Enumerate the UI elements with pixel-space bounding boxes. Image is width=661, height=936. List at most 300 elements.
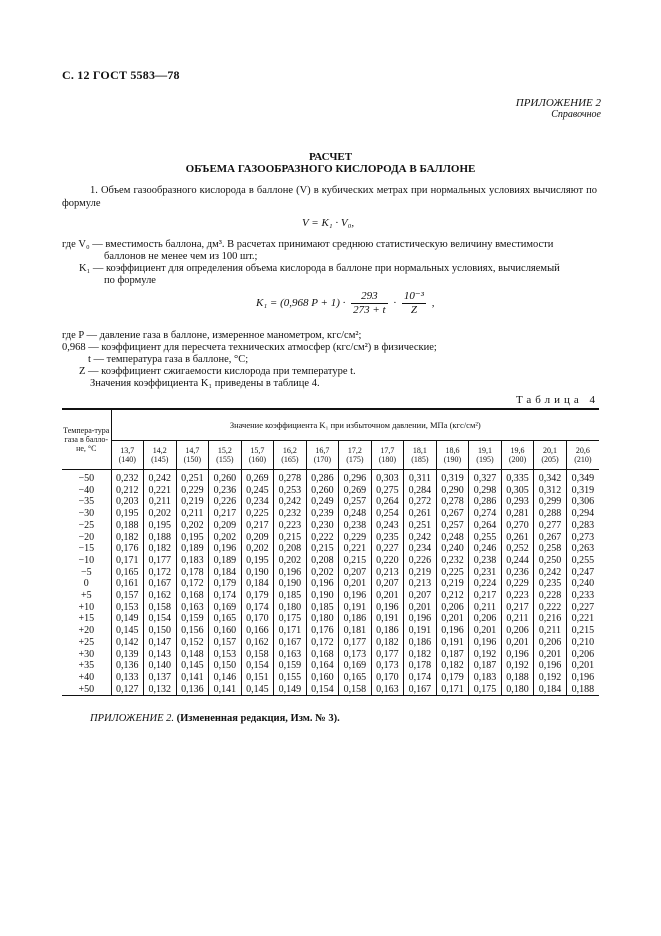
- appendix-label-block: [516, 97, 601, 121]
- coefficient-cell: 0,157: [111, 590, 144, 602]
- coefficient-cell: 0,306: [566, 496, 599, 508]
- coefficient-cell: 0,196: [339, 590, 372, 602]
- coefficient-cell: 0,211: [144, 496, 177, 508]
- coefficient-cell: 0,349: [566, 470, 599, 485]
- coefficient-cell: 0,202: [241, 543, 274, 555]
- coefficient-cell: 0,226: [404, 555, 437, 567]
- coefficient-cell: 0,238: [339, 520, 372, 532]
- coefficient-cell: 0,196: [501, 649, 534, 661]
- coefficient-cell: 0,165: [111, 567, 144, 579]
- coefficient-cell: 0,189: [209, 555, 242, 567]
- coefficient-cell: 0,217: [501, 602, 534, 614]
- coefficient-cell: 0,174: [404, 672, 437, 684]
- pressure-header-cell: [111, 441, 144, 470]
- coefficient-cell: 0,163: [176, 602, 209, 614]
- coefficient-cell: 0,229: [176, 485, 209, 497]
- coefficient-cell: 0,222: [534, 602, 567, 614]
- pressure-kgf: (210): [574, 455, 592, 464]
- appendix-label: ПРИЛОЖЕНИЕ 2: [515, 97, 601, 109]
- paragraph-1: 1. Объем газообразного кислорода в баллоне (V) в кубических метрах при нормальных условиях вычисляют по формуле: [62, 185, 597, 209]
- coefficient-cell: 0,209: [209, 520, 242, 532]
- pressure-mpa: 14,7: [185, 446, 200, 455]
- coefficient-cell: 0,232: [274, 508, 307, 520]
- coefficient-cell: 0,221: [339, 543, 372, 555]
- coefficient-cell: 0,188: [144, 532, 177, 544]
- pressure-header-cell: [501, 441, 534, 470]
- coefficient-cell: 0,208: [306, 555, 339, 567]
- coefficient-cell: 0,284: [404, 485, 437, 497]
- coefficient-cell: 0,154: [144, 613, 177, 625]
- coefficient-cell: 0,165: [339, 672, 372, 684]
- table-body: [62, 470, 599, 696]
- coefficient-cell: 0,342: [534, 470, 567, 485]
- coefficient-cell: 0,215: [306, 543, 339, 555]
- coefficient-cell: 0,224: [469, 578, 502, 590]
- coefficient-cell: 0,132: [144, 684, 177, 696]
- coefficient-cell: 0,213: [371, 567, 404, 579]
- coefficient-cell: 0,258: [534, 543, 567, 555]
- section-title: [0, 151, 661, 175]
- coefficient-cell: 0,215: [339, 555, 372, 567]
- pressure-kgf: (190): [443, 455, 462, 464]
- coefficient-cell: 0,137: [144, 672, 177, 684]
- coefficient-cell: 0,201: [534, 649, 567, 661]
- coefficient-cell: 0,133: [111, 672, 144, 684]
- coefficient-cell: 0,146: [209, 672, 242, 684]
- def-k1-line2: по формуле: [104, 275, 156, 286]
- coefficient-cell: 0,275: [371, 485, 404, 497]
- coefficient-cell: 0,236: [501, 567, 534, 579]
- pressure-header-cell: [371, 441, 404, 470]
- coefficient-cell: 0,232: [436, 555, 469, 567]
- coefficient-cell: 0,159: [274, 660, 307, 672]
- coefficient-cell: 0,209: [241, 532, 274, 544]
- coefficient-cell: 0,177: [144, 555, 177, 567]
- coefficient-cell: 0,192: [501, 660, 534, 672]
- temperature-cell: +5: [80, 590, 92, 602]
- coefficient-cell: 0,278: [274, 470, 307, 485]
- coefficient-cell: 0,243: [371, 520, 404, 532]
- coefficient-cell: 0,175: [274, 613, 307, 625]
- coefficient-cell: 0,139: [111, 649, 144, 661]
- pressure-header-cell: [404, 441, 437, 470]
- temperature-header: Темпера-тура газа в балло-не, °С: [62, 409, 111, 470]
- coefficient-cell: 0,182: [436, 660, 469, 672]
- coefficient-cell: 0,187: [469, 660, 502, 672]
- coefficient-cell: 0,167: [144, 578, 177, 590]
- coefficient-cell: 0,195: [176, 532, 209, 544]
- coefficient-cell: 0,145: [176, 660, 209, 672]
- coefficient-cell: 0,191: [404, 625, 437, 637]
- formula-k1: [256, 290, 434, 317]
- coefficient-cell: 0,160: [209, 625, 242, 637]
- coefficient-cell: 0,171: [436, 684, 469, 696]
- formula-k1-lhs: K₁ = (0,968 P + 1) ·: [256, 297, 346, 310]
- coefficient-cell: 0,188: [111, 520, 144, 532]
- table-row: [62, 602, 599, 614]
- coefficient-cell: 0,272: [404, 496, 437, 508]
- coefficient-cell: 0,201: [339, 578, 372, 590]
- coefficient-cell: 0,219: [436, 578, 469, 590]
- coefficient-cell: 0,263: [566, 543, 599, 555]
- coefficient-cell: 0,165: [209, 613, 242, 625]
- coefficient-cell: 0,186: [404, 637, 437, 649]
- coefficient-cell: 0,269: [241, 470, 274, 485]
- coefficient-cell: 0,191: [436, 637, 469, 649]
- coefficient-cell: 0,161: [111, 578, 144, 590]
- footnote-appendix: ПРИЛОЖЕНИЕ 2.: [90, 713, 174, 724]
- pressure-header-cell: [534, 441, 567, 470]
- pressure-header-cell: [566, 441, 599, 470]
- coefficient-cell: 0,246: [469, 543, 502, 555]
- coefficient-cell: 0,312: [534, 485, 567, 497]
- coefficient-cell: 0,196: [566, 672, 599, 684]
- coefficient-cell: 0,177: [339, 637, 372, 649]
- table-note: Значения коэффициента K₁ приведены в таблице 4.: [90, 378, 320, 389]
- coefficient-cell: 0,181: [339, 625, 372, 637]
- coefficient-cell: 0,190: [241, 567, 274, 579]
- coefficient-cell: 0,211: [501, 613, 534, 625]
- coefficient-cell: 0,250: [534, 555, 567, 567]
- coefficient-cell: 0,155: [274, 672, 307, 684]
- coefficient-cell: 0,201: [404, 602, 437, 614]
- coefficient-cell: 0,202: [209, 532, 242, 544]
- coefficient-cell: 0,225: [436, 567, 469, 579]
- coefficient-cell: 0,168: [176, 590, 209, 602]
- title-line-2: ОБЪЕМА ГАЗООБРАЗНОГО КИСЛОРОДА В БАЛЛОНЕ: [185, 163, 476, 175]
- coefficient-cell: 0,172: [176, 578, 209, 590]
- coefficient-cell: 0,240: [436, 543, 469, 555]
- table-row: [62, 672, 599, 684]
- coefficient-cell: 0,157: [209, 637, 242, 649]
- coefficient-cell: 0,242: [404, 532, 437, 544]
- coefficient-cell: 0,185: [274, 590, 307, 602]
- table-row: [62, 485, 599, 497]
- pressure-mpa: 19,1: [477, 446, 492, 455]
- coefficient-cell: 0,231: [469, 567, 502, 579]
- fraction-compressibility: [402, 290, 426, 317]
- coefficient-cell: 0,215: [566, 625, 599, 637]
- coefficient-cell: 0,171: [111, 555, 144, 567]
- temperature-cell: +25: [78, 636, 95, 648]
- pressure-mpa: 14,2: [152, 446, 167, 455]
- table-row: [62, 649, 599, 661]
- coefficient-cell: 0,180: [501, 684, 534, 696]
- coefficient-cell: 0,247: [566, 567, 599, 579]
- coefficient-cell: 0,201: [566, 660, 599, 672]
- coefficient-cell: 0,234: [404, 543, 437, 555]
- coefficient-cell: 0,189: [176, 543, 209, 555]
- table-caption: Таблица 4: [515, 394, 599, 406]
- coefficient-cell: 0,264: [371, 496, 404, 508]
- coefficient-cell: 0,211: [176, 508, 209, 520]
- coefficient-cell: 0,149: [274, 684, 307, 696]
- coefficient-cell: 0,170: [241, 613, 274, 625]
- coefficient-cell: 0,220: [371, 555, 404, 567]
- coefficient-cell: 0,298: [469, 485, 502, 497]
- coefficient-cell: 0,212: [436, 590, 469, 602]
- coefficient-cell: 0,249: [306, 496, 339, 508]
- pressure-header-cell: [306, 441, 339, 470]
- coefficient-cell: 0,195: [241, 555, 274, 567]
- coefficient-cell: 0,223: [501, 590, 534, 602]
- pressure-mpa: 13,7: [120, 446, 135, 455]
- coefficient-cell: 0,148: [176, 649, 209, 661]
- pressure-header-cell: [469, 441, 502, 470]
- coefficient-cell: 0,168: [306, 649, 339, 661]
- coefficient-cell: 0,227: [371, 543, 404, 555]
- coefficient-cell: 0,290: [436, 485, 469, 497]
- coefficient-cell: 0,201: [371, 590, 404, 602]
- coefficient-cell: 0,182: [404, 649, 437, 661]
- temperature-cell: +10: [78, 601, 95, 613]
- table-row: [62, 637, 599, 649]
- coefficient-cell: 0,183: [176, 555, 209, 567]
- coefficient-cell: 0,245: [241, 485, 274, 497]
- def-v0-line2: баллонов не менее чем из 100 шт.;: [104, 251, 258, 262]
- coefficient-cell: 0,143: [144, 649, 177, 661]
- coefficient-cell: 0,186: [339, 613, 372, 625]
- coefficient-cell: 0,248: [436, 532, 469, 544]
- coefficient-cell: 0,206: [501, 625, 534, 637]
- pressure-kgf: (185): [411, 455, 429, 464]
- coefficient-cell: 0,162: [241, 637, 274, 649]
- temperature-cell: +35: [78, 660, 95, 672]
- coefficient-cell: 0,225: [241, 508, 274, 520]
- coefficient-cell: 0,142: [111, 637, 144, 649]
- coefficient-cell: 0,178: [176, 567, 209, 579]
- coefficient-cell: 0,296: [339, 470, 372, 485]
- pressure-mpa: 17,2: [347, 446, 362, 455]
- coefficient-cell: 0,229: [339, 532, 372, 544]
- coefficient-cell: 0,202: [274, 555, 307, 567]
- coefficient-cell: 0,208: [274, 543, 307, 555]
- coefficient-cell: 0,229: [501, 578, 534, 590]
- coefficient-cell: 0,264: [469, 520, 502, 532]
- coefficient-cell: 0,211: [469, 602, 502, 614]
- coefficient-cell: 0,151: [241, 672, 274, 684]
- coefficient-cell: 0,283: [566, 520, 599, 532]
- def-v0-line1: где V₀ — вместимость баллона, дм³. В расчетах принимают среднюю статистическую величину вместимости: [62, 239, 554, 250]
- table-row: [62, 684, 599, 696]
- coefficient-cell: 0,154: [241, 660, 274, 672]
- coefficient-cell: 0,240: [566, 578, 599, 590]
- coefficient-cell: 0,286: [469, 496, 502, 508]
- coefficient-cell: 0,206: [534, 637, 567, 649]
- coefficient-cell: 0,255: [469, 532, 502, 544]
- pressure-kgf: (180): [378, 455, 397, 464]
- pressure-header-cell: [274, 441, 307, 470]
- coefficient-cell: 0,179: [209, 578, 242, 590]
- pressure-mpa: 16,7: [315, 446, 330, 455]
- pressure-kgf: (145): [151, 455, 169, 464]
- coefficient-cell: 0,190: [274, 578, 307, 590]
- coefficient-cell: 0,196: [371, 602, 404, 614]
- coefficient-cell: 0,145: [241, 684, 274, 696]
- coefficient-cell: 0,207: [339, 567, 372, 579]
- coefficient-cell: 0,217: [469, 590, 502, 602]
- table-row: [62, 578, 599, 590]
- coefficient-cell: 0,172: [306, 637, 339, 649]
- coefficient-cell: 0,160: [306, 672, 339, 684]
- coefficient-cell: 0,293: [501, 496, 534, 508]
- coefficient-cell: 0,230: [306, 520, 339, 532]
- coefficient-cell: 0,195: [111, 508, 144, 520]
- coefficient-cell: 0,203: [111, 496, 144, 508]
- pressure-mpa: 20,6: [575, 446, 590, 455]
- fraction-2-denominator: Z: [410, 304, 417, 316]
- coefficient-cell: 0,164: [306, 660, 339, 672]
- coefficient-cell: 0,187: [436, 649, 469, 661]
- coefficient-cell: 0,145: [111, 625, 144, 637]
- coefficient-cell: 0,167: [274, 637, 307, 649]
- coefficient-cell: 0,327: [469, 470, 502, 485]
- coefficient-cell: 0,170: [371, 672, 404, 684]
- page-header: С. 12 ГОСТ 5583—78: [62, 68, 180, 82]
- coefficient-cell: 0,167: [404, 684, 437, 696]
- coefficient-cell: 0,180: [274, 602, 307, 614]
- coefficient-cell: 0,158: [339, 684, 372, 696]
- coefficient-cell: 0,235: [371, 532, 404, 544]
- table-row: [62, 660, 599, 672]
- temperature-cell: −15: [78, 543, 95, 555]
- coefficient-cell: 0,217: [209, 508, 242, 520]
- coefficient-cell: 0,127: [111, 684, 144, 696]
- table-row: [62, 520, 599, 532]
- coefficient-cell: 0,270: [501, 520, 534, 532]
- coefficient-cell: 0,184: [534, 684, 567, 696]
- table-row: [62, 590, 599, 602]
- footnote-revision: (Измененная редакция, Изм. № 3).: [176, 713, 340, 724]
- coefficient-cell: 0,202: [176, 520, 209, 532]
- coefficient-cell: 0,136: [176, 684, 209, 696]
- table-row: [62, 470, 599, 485]
- coefficient-cell: 0,260: [209, 470, 242, 485]
- coefficient-cell: 0,212: [111, 485, 144, 497]
- coefficient-cell: 0,182: [144, 543, 177, 555]
- coefficient-cell: 0,171: [274, 625, 307, 637]
- coefficient-cell: 0,232: [111, 470, 144, 485]
- pressure-kgf: (195): [476, 455, 494, 464]
- coefficient-cell: 0,281: [501, 508, 534, 520]
- coefficient-cell: 0,261: [501, 532, 534, 544]
- pressure-span-header: Значение коэффициента K₁ при избыточном давлении, МПа (кгс/см²): [111, 409, 599, 441]
- coefficient-cell: 0,196: [306, 578, 339, 590]
- appendix-sublabel: Справочное: [551, 109, 601, 120]
- coefficient-cell: 0,248: [339, 508, 372, 520]
- coefficient-cell: 0,150: [144, 625, 177, 637]
- coefficient-cell: 0,305: [501, 485, 534, 497]
- coefficient-cell: 0,196: [469, 637, 502, 649]
- coefficient-cell: 0,274: [469, 508, 502, 520]
- coefficient-cell: 0,176: [306, 625, 339, 637]
- formula-v: V = K₁ · V₀,: [302, 217, 355, 229]
- coefficient-cell: 0,153: [209, 649, 242, 661]
- coefficient-cell: 0,227: [566, 602, 599, 614]
- coefficient-cell: 0,188: [566, 684, 599, 696]
- coefficient-cell: 0,206: [436, 602, 469, 614]
- coefficient-cell: 0,188: [501, 672, 534, 684]
- coefficient-cell: 0,192: [534, 672, 567, 684]
- coefficient-cell: 0,190: [306, 590, 339, 602]
- coefficient-cell: 0,255: [566, 555, 599, 567]
- coefficient-cell: 0,196: [436, 625, 469, 637]
- coefficient-cell: 0,136: [111, 660, 144, 672]
- table-row: [62, 613, 599, 625]
- coefficient-cell: 0,182: [111, 532, 144, 544]
- coefficient-cell: 0,211: [534, 625, 567, 637]
- coefficient-cell: 0,299: [534, 496, 567, 508]
- pressure-mpa: 18,1: [412, 446, 427, 455]
- coefficient-cell: 0,251: [176, 470, 209, 485]
- coefficient-cell: 0,286: [306, 470, 339, 485]
- coefficient-cell: 0,196: [404, 613, 437, 625]
- pressure-kgf: (205): [541, 455, 559, 464]
- coefficient-cell: 0,242: [144, 470, 177, 485]
- coefficient-cell: 0,221: [144, 485, 177, 497]
- pressure-kgf: (165): [281, 455, 299, 464]
- coefficient-cell: 0,273: [566, 532, 599, 544]
- pressure-mpa: 15,7: [250, 446, 265, 455]
- coefficient-cell: 0,149: [111, 613, 144, 625]
- coefficient-cell: 0,242: [274, 496, 307, 508]
- coefficient-cell: 0,159: [176, 613, 209, 625]
- coefficient-cell: 0,294: [566, 508, 599, 520]
- coefficient-cell: 0,254: [371, 508, 404, 520]
- temperature-cell: −50: [78, 473, 95, 484]
- table-row: [62, 625, 599, 637]
- coefficient-cell: 0,182: [371, 637, 404, 649]
- pressure-mpa: 15,2: [217, 446, 232, 455]
- coefficient-cell: 0,158: [144, 602, 177, 614]
- coefficient-cell: 0,201: [501, 637, 534, 649]
- table-row: [62, 567, 599, 579]
- coefficient-cell: 0,217: [241, 520, 274, 532]
- coefficient-cell: 0,319: [566, 485, 599, 497]
- formula-k1-dot: ·: [393, 297, 397, 310]
- pressure-mpa: 16,2: [282, 446, 297, 455]
- coefficient-cell: 0,213: [404, 578, 437, 590]
- pressure-header-cell: [339, 441, 372, 470]
- pressure-mpa: 19,6: [510, 446, 525, 455]
- coefficient-cell: 0,242: [534, 567, 567, 579]
- temperature-cell: +20: [78, 625, 95, 637]
- coefficient-cell: 0,185: [306, 602, 339, 614]
- coefficient-cell: 0,207: [371, 578, 404, 590]
- coefficient-cell: 0,257: [436, 520, 469, 532]
- fraction-1-denominator: 273 + t: [353, 304, 386, 316]
- coefficient-cell: 0,172: [144, 567, 177, 579]
- pressure-kgf: (170): [313, 455, 332, 464]
- coefficient-cell: 0,163: [371, 684, 404, 696]
- temperature-cell: −25: [78, 519, 95, 531]
- coefficient-cell: 0,184: [241, 578, 274, 590]
- temperature-cell: +15: [78, 613, 95, 625]
- coefficient-cell: 0,173: [339, 649, 372, 661]
- coefficient-cell: 0,238: [469, 555, 502, 567]
- title-line-1: РАСЧЕТ: [308, 151, 353, 163]
- def-k1-line1: K₁ — коэффициент для определения объема кислорода в баллоне при нормальных условиях, вычисляемый: [79, 263, 560, 274]
- coefficient-cell: 0,335: [501, 470, 534, 485]
- coefficient-cell: 0,267: [534, 532, 567, 544]
- coefficient-cell: 0,163: [274, 649, 307, 661]
- coefficient-cell: 0,183: [469, 672, 502, 684]
- coefficient-cell: 0,278: [436, 496, 469, 508]
- coefficient-cell: 0,158: [241, 649, 274, 661]
- coefficient-cell: 0,216: [534, 613, 567, 625]
- coefficient-cell: 0,277: [534, 520, 567, 532]
- pressure-header-cell: [176, 441, 209, 470]
